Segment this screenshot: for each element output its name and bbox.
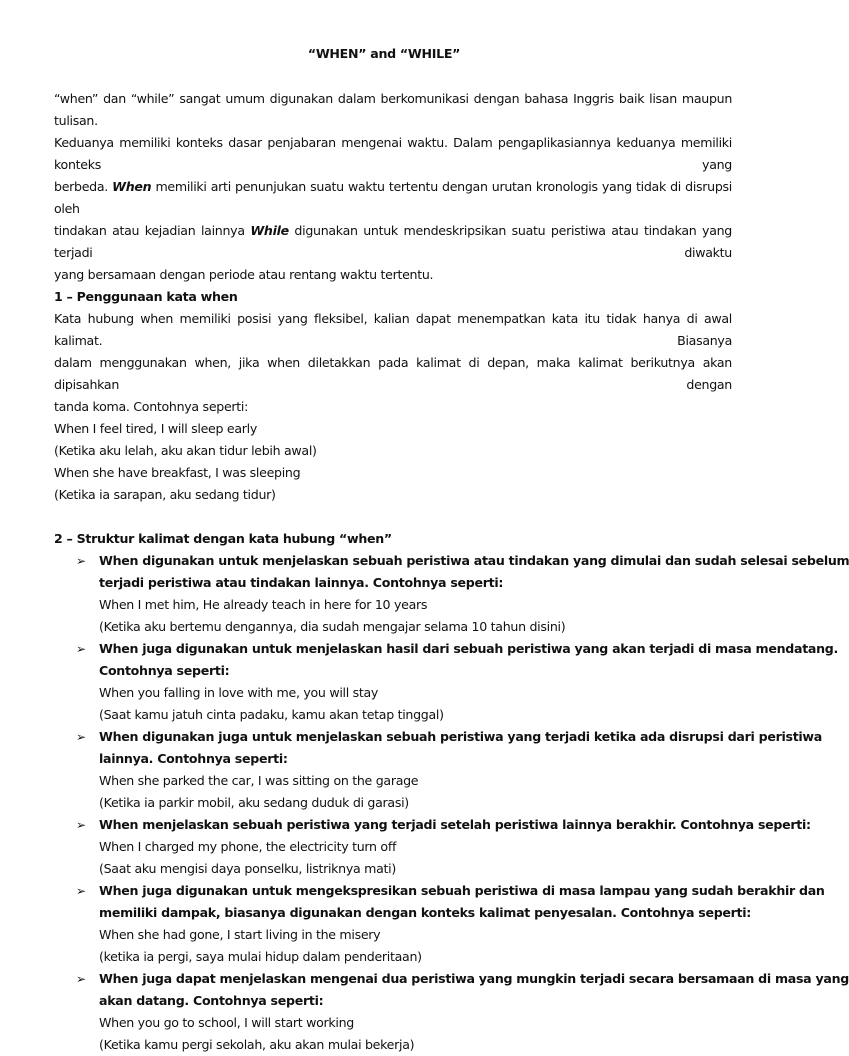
arrow-bullet-icon: ➢ <box>76 554 86 568</box>
section1-heading: 1 – Penggunaan kata when <box>54 289 238 304</box>
example-translation: (Ketika kamu pergi sekolah, aku akan mulai bekerja) <box>99 1037 415 1052</box>
bullet-item <box>54 726 822 814</box>
example-translation: (ketika ia pergi, saya mulai hidup dalam penderitaan) <box>99 949 422 964</box>
arrow-bullet-icon: ➢ <box>76 972 86 986</box>
bullet-description: lainnya. Contohnya seperti: <box>99 751 288 766</box>
intro-emphasis-when: When <box>112 179 152 194</box>
bullet-description: When juga digunakan untuk menjelaskan hasil dari sebuah peristiwa yang akan terjadi di masa mendatang. <box>99 641 838 656</box>
bullet-item <box>54 880 825 968</box>
example-translation: (Ketika aku lelah, aku akan tidur lebih awal) <box>54 443 317 458</box>
bullet-item <box>54 814 811 880</box>
arrow-bullet-icon: ➢ <box>76 884 86 898</box>
bullet-description: Contohnya seperti: <box>99 663 230 678</box>
bullet-item <box>54 550 849 638</box>
intro-text: berbeda. <box>54 179 113 194</box>
section1-paragraph <box>54 308 732 418</box>
example-sentence: When I feel tired, I will sleep early <box>54 421 257 436</box>
bullet-item <box>54 968 849 1056</box>
intro-text: digunakan untuk mendeskripsikan suatu peristiwa atau tindakan yang terjadi diwaktu <box>54 223 732 260</box>
bullet-description: When menjelaskan sebuah peristiwa yang terjadi setelah peristiwa lainnya berakhir. Contohnya seperti: <box>99 817 811 832</box>
bullet-description: When juga digunakan untuk mengekspresikan sebuah peristiwa di masa lampau yang sudah berakhir dan <box>99 883 825 898</box>
example-translation: (Ketika ia parkir mobil, aku sedang duduk di garasi) <box>99 795 409 810</box>
intro-line: “when” dan “while” sangat umum digunakan dalam berkomunikasi dengan bahasa Inggris baik lisan maupun tulisan. <box>54 91 732 128</box>
intro-emphasis-while: While <box>250 223 289 238</box>
example-sentence: When I charged my phone, the electricity turn off <box>99 839 397 854</box>
intro-line: yang bersamaan dengan periode atau rentang waktu tertentu. <box>54 267 434 282</box>
bullet-description: memiliki dampak, biasanya digunakan dengan konteks kalimat penyesalan. Contohnya seperti: <box>99 905 752 920</box>
bullet-description: When digunakan untuk menjelaskan sebuah peristiwa atau tindakan yang dimulai dan sudah selesai sebelum <box>99 553 849 568</box>
bullet-description: akan datang. Contohnya seperti: <box>99 993 324 1008</box>
example-sentence: When you go to school, I will start working <box>99 1015 354 1030</box>
arrow-bullet-icon: ➢ <box>76 730 86 744</box>
example-sentence: When she parked the car, I was sitting on the garage <box>99 773 419 788</box>
intro-line <box>54 176 732 220</box>
bullet-description: When digunakan juga untuk menjelaskan sebuah peristiwa yang terjadi ketika ada disrupsi dari peristiwa <box>99 729 822 744</box>
bullet-description: When juga dapat menjelaskan mengenai dua peristiwa yang mungkin terjadi secara bersamaan di masa yang <box>99 971 849 986</box>
example-sentence: When she had gone, I start living in the misery <box>99 927 381 942</box>
example-translation: (Ketika ia sarapan, aku sedang tidur) <box>54 487 276 502</box>
bullet-description: terjadi peristiwa atau tindakan lainnya. Contohnya seperti: <box>99 575 504 590</box>
section1-line: tanda koma. Contohnya seperti: <box>54 399 249 414</box>
bullet-item <box>54 638 838 726</box>
intro-text: tindakan atau kejadian lainnya <box>54 223 251 238</box>
intro-text: memiliki arti penunjukan suatu waktu tertentu dengan urutan kronologis yang tidak di disrupsi oleh <box>54 179 732 216</box>
arrow-bullet-icon: ➢ <box>76 642 86 656</box>
example-translation: (Ketika aku bertemu dengannya, dia sudah mengajar selama 10 tahun disini) <box>99 619 566 634</box>
intro-line <box>54 220 732 264</box>
example-sentence: When you falling in love with me, you will stay <box>99 685 379 700</box>
intro-line: Keduanya memiliki konteks dasar penjabaran mengenai waktu. Dalam pengaplikasiannya keduanya memiliki konteks yang <box>54 135 732 172</box>
example-translation: (Saat aku mengisi daya ponselku, listriknya mati) <box>99 861 396 876</box>
page-title: “WHEN” and “WHILE” <box>307 46 461 61</box>
intro-paragraph <box>54 88 732 286</box>
section2-heading: 2 – Struktur kalimat dengan kata hubung “when” <box>54 531 392 546</box>
document-body <box>54 88 849 1056</box>
arrow-bullet-icon: ➢ <box>76 818 86 832</box>
example-translation: (Saat kamu jatuh cinta padaku, kamu akan tetap tinggal) <box>99 707 444 722</box>
section1-line: dalam menggunakan when, jika when diletakkan pada kalimat di depan, maka kalimat berikutnya akan dipisahkan dengan <box>54 355 732 392</box>
example-sentence: When I met him, He already teach in here for 10 years <box>99 597 428 612</box>
section1-line: Kata hubung when memiliki posisi yang fleksibel, kalian dapat menempatkan kata itu tidak hanya di awal kalimat. Biasanya <box>54 311 732 348</box>
example-sentence: When she have breakfast, I was sleeping <box>54 465 301 480</box>
